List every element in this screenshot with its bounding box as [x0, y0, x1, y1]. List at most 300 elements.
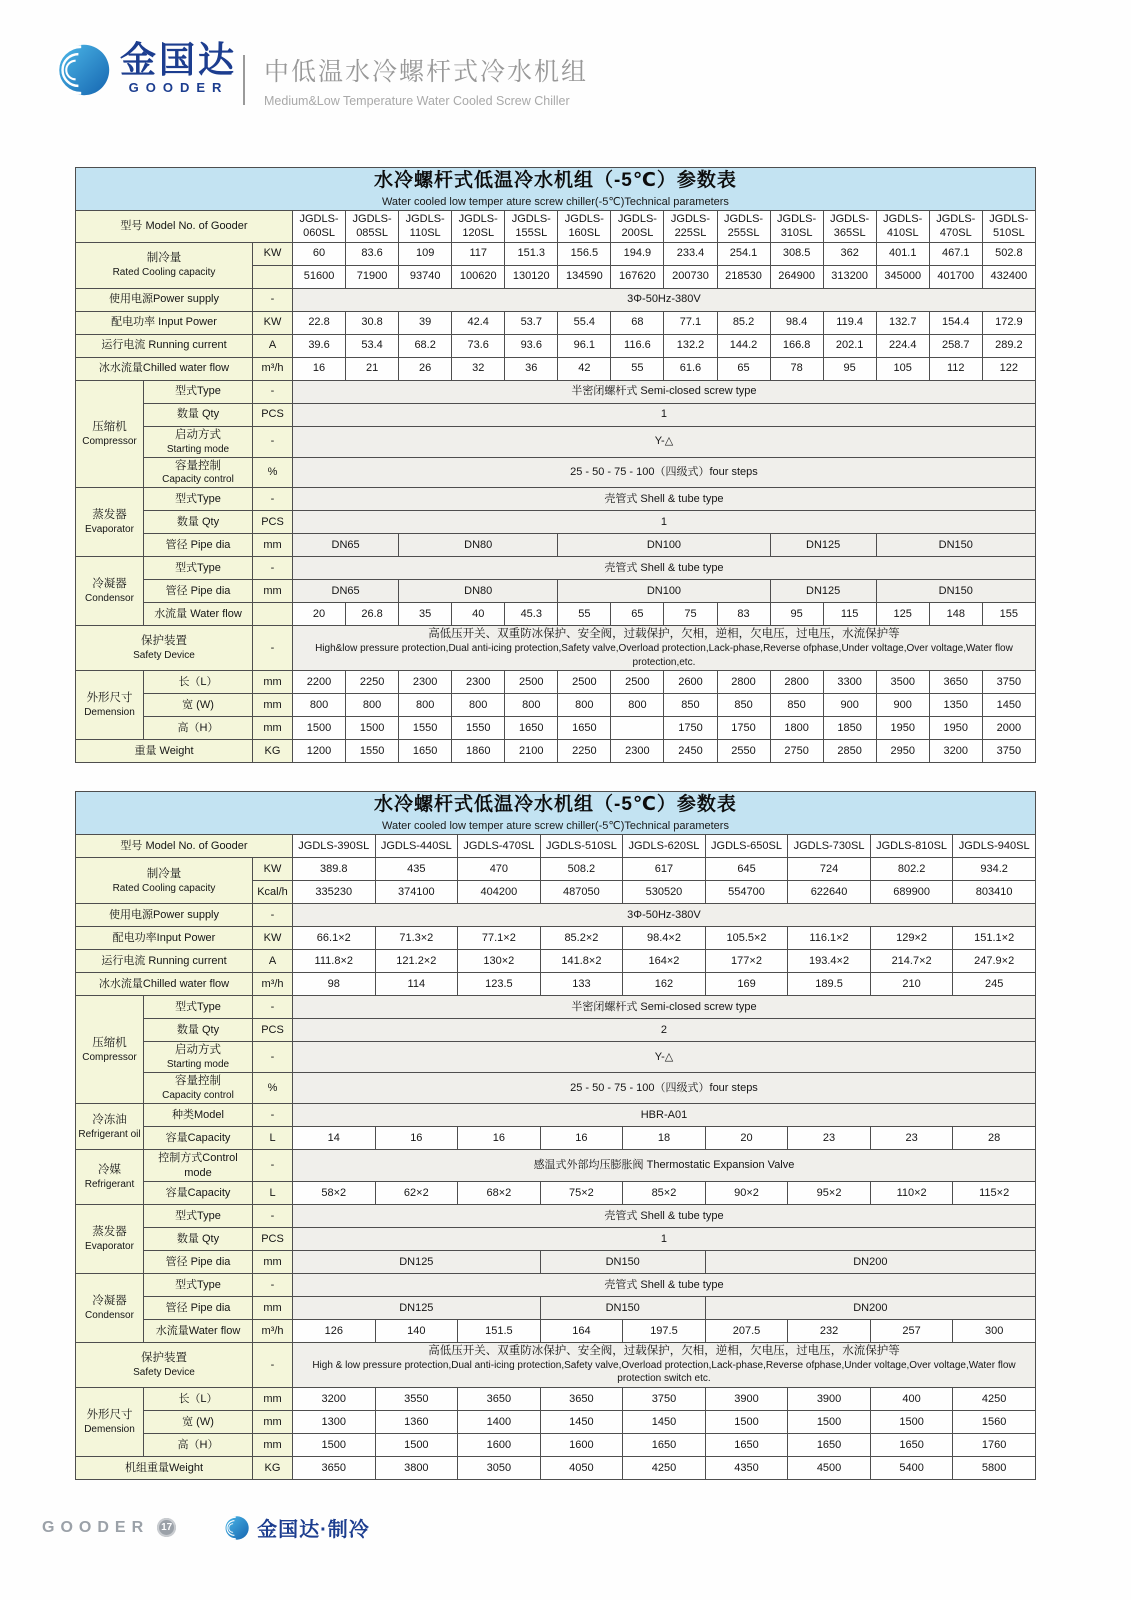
spec-row: [76, 1456, 1036, 1479]
spec-value-cell: 900: [876, 694, 929, 717]
spec-row: [76, 426, 1036, 457]
spec-value-cell: 177×2: [705, 950, 788, 973]
row-label-cell: 高（H）: [144, 1433, 253, 1456]
spec-row: [76, 1342, 1036, 1387]
spec-value-cell: 257: [870, 1319, 953, 1342]
unit-cell: PCS: [253, 1227, 293, 1250]
row-label-cell: 种类Model: [144, 1104, 253, 1127]
row-label-cell: 高（H）: [144, 717, 253, 740]
cell-line-cn: 冷凝器: [92, 1294, 127, 1307]
spec-value-cell: 2550: [717, 740, 770, 763]
spec-row: [76, 1433, 1036, 1456]
spec-row: [76, 973, 1036, 996]
gooder-logo-icon: [56, 42, 112, 98]
spec-value-cell: [293, 1342, 1036, 1387]
spec-value-cell: DN80: [399, 534, 558, 557]
model-header-row: [76, 210, 1036, 242]
unit-cell: m³/h: [253, 1319, 293, 1342]
spec-row: [76, 488, 1036, 511]
spec-row: [76, 403, 1036, 426]
unit-cell: Kcal/h: [253, 881, 293, 904]
unit-cell: KW: [253, 927, 293, 950]
spec-value-cell: 172.9: [982, 311, 1035, 334]
cell-line-en: Starting mode: [166, 1059, 230, 1071]
spec-value-cell: 半密闭螺杆式 Semi-closed screw type: [293, 380, 1036, 403]
spec-value-cell: 214.7×2: [870, 950, 953, 973]
spec-value-cell: 197.5: [623, 1319, 706, 1342]
table-title-row: [76, 168, 1036, 211]
spec-value-cell: 122: [982, 357, 1035, 380]
row-label-cell: [144, 426, 253, 457]
cell-line-cn: 冷凝器: [92, 578, 127, 591]
spec-value-cell: [293, 626, 1036, 671]
spec-value-cell: 75×2: [540, 1181, 623, 1204]
unit-cell: -: [253, 904, 293, 927]
spec-value-cell: 1550: [452, 717, 505, 740]
spec-value-cell: 5400: [870, 1456, 953, 1479]
page-number-badge: 17: [157, 1518, 176, 1537]
cell-line-cn: 启动方式: [175, 1044, 221, 1057]
cell-line-en: Safety Device: [133, 1366, 195, 1378]
spec-value-cell: 934.2: [953, 858, 1036, 881]
cell-line-cn: 制冷量: [146, 252, 182, 265]
page-title-en: Medium&Low Temperature Water Cooled Screw Chiller: [264, 94, 570, 108]
spec-row: [76, 1410, 1036, 1433]
cell-line-en: Evaporator: [85, 1240, 134, 1252]
spec-value-cell: 42: [558, 357, 611, 380]
model-line: 310SL: [780, 227, 813, 240]
spec-value-cell: 132.7: [876, 311, 929, 334]
spec-value-cell: 164×2: [623, 950, 706, 973]
spec-value-cell: 4050: [540, 1456, 623, 1479]
spec-value-cell: 2200: [293, 671, 346, 694]
spec-value-cell: 93740: [399, 265, 452, 288]
spec-row: [76, 334, 1036, 357]
spec-value-cell: DN65: [293, 580, 399, 603]
spec-value-cell: 300: [953, 1319, 1036, 1342]
spec-row: [76, 1204, 1036, 1227]
unit-cell: mm: [253, 671, 293, 694]
spec-row: [76, 858, 1036, 881]
spec-value-cell: 1650: [505, 717, 558, 740]
cell-line-en: Refrigerant oil: [78, 1128, 141, 1140]
spec-value-cell: 1450: [623, 1410, 706, 1433]
model-header-cell: [558, 210, 611, 242]
model-header-cell: [823, 210, 876, 242]
spec-value-cell: 156.5: [558, 242, 611, 265]
spec-value-cell: 壳管式 Shell & tube type: [293, 1273, 1036, 1296]
spec-value-cell: 75: [664, 603, 717, 626]
spec-value-cell: 53.4: [346, 334, 399, 357]
unit-cell: L: [253, 1127, 293, 1150]
cell-line-en: Capacity control: [162, 474, 234, 486]
spec-value-cell: 1750: [717, 717, 770, 740]
spec-value-cell: 125: [876, 603, 929, 626]
unit-cell: -: [253, 488, 293, 511]
model-line: 410SL: [886, 227, 919, 240]
spec-value-cell: 401700: [929, 265, 982, 288]
spec-value-cell: 389.8: [293, 858, 376, 881]
spec-value-cell: 258.7: [929, 334, 982, 357]
page-footer: [42, 1513, 370, 1542]
spec-value-cell: 207.5: [705, 1319, 788, 1342]
spec-value-cell: 169: [705, 973, 788, 996]
spec-value-cell: 3200: [293, 1387, 376, 1410]
group-label-cell: [76, 1387, 144, 1456]
cell-line-en: Capacity control: [162, 1090, 234, 1102]
spec-row: [76, 357, 1036, 380]
row-label-cell: 数量 Qty: [144, 511, 253, 534]
spec-value-cell: 20: [705, 1127, 788, 1150]
unit-cell: -: [253, 1204, 293, 1227]
spec-value-cell: 4500: [788, 1456, 871, 1479]
model-header-cell: [664, 210, 717, 242]
spec-value-cell: 16: [375, 1127, 458, 1150]
spec-value-cell: DN80: [399, 580, 558, 603]
unit-cell: mm: [253, 694, 293, 717]
spec-value-cell: DN100: [558, 534, 770, 557]
unit-cell: -: [253, 1104, 293, 1127]
spec-value-cell: 1860: [452, 740, 505, 763]
spec-value-cell: 689900: [870, 881, 953, 904]
unit-cell: -: [253, 288, 293, 311]
spec-row: [76, 1042, 1036, 1073]
model-header-cell: [982, 210, 1035, 242]
spec-value-cell: 194.9: [611, 242, 664, 265]
spec-value-cell: DN125: [293, 1250, 541, 1273]
spec-value-cell: 1450: [540, 1410, 623, 1433]
spec-row: [76, 380, 1036, 403]
model-header-cell: JGDLS-510SL: [540, 835, 623, 858]
unit-cell: mm: [253, 1433, 293, 1456]
spec-value-cell: 32: [452, 357, 505, 380]
spec-row: [76, 1150, 1036, 1182]
table-title-en: Water cooled low temper ature screw chiller(-5℃)Technical parameters: [381, 195, 729, 208]
unit-cell: KW: [253, 311, 293, 334]
spec-value-cell: 1360: [375, 1410, 458, 1433]
spec-value-cell: 100620: [452, 265, 505, 288]
unit-cell: A: [253, 950, 293, 973]
spec-value-cell: 壳管式 Shell & tube type: [293, 488, 1036, 511]
spec-value-cell: 78: [770, 357, 823, 380]
spec-value-cell: 400: [870, 1387, 953, 1410]
spec-value-cell: 2800: [770, 671, 823, 694]
row-label-cell: 使用电源Power supply: [76, 288, 253, 311]
unit-cell: -: [253, 426, 293, 457]
spec-value-cell: 308.5: [770, 242, 823, 265]
unit-cell: -: [253, 1042, 293, 1073]
spec-value-cell: 530520: [623, 881, 706, 904]
group-label-cell: [76, 1204, 144, 1273]
cell-line-en: Evaporator: [85, 524, 134, 536]
spec-value-cell: 900: [823, 694, 876, 717]
spec-value-cell: DN125: [770, 534, 876, 557]
row-label-cell: [144, 457, 253, 488]
spec-value-cell: 2250: [346, 671, 399, 694]
spec-value-cell: 26: [399, 357, 452, 380]
spec-row: [76, 511, 1036, 534]
table-low-temp-chiller-single: [75, 167, 1036, 763]
unit-cell: A: [253, 334, 293, 357]
table-title: [76, 792, 1036, 835]
model-header-cell: [452, 210, 505, 242]
model-line: 225SL: [674, 227, 707, 240]
row-label-cell: [144, 1042, 253, 1073]
model-header-cell: JGDLS-470SL: [458, 835, 541, 858]
unit-cell: mm: [253, 1250, 293, 1273]
spec-value-cell: 345000: [876, 265, 929, 288]
spec-value-cell: 1950: [929, 717, 982, 740]
spec-value-cell: 壳管式 Shell & tube type: [293, 1204, 1036, 1227]
cell-line-en: Condensor: [85, 1309, 134, 1321]
unit-cell: %: [253, 1073, 293, 1104]
spec-value-cell: 800: [399, 694, 452, 717]
spec-value-cell: 800: [558, 694, 611, 717]
spec-value-cell: 51600: [293, 265, 346, 288]
model-label-cell: 型号 Model No. of Gooder: [76, 835, 293, 858]
spec-value-cell: 111.8×2: [293, 950, 376, 973]
spec-value-cell: 83.6: [346, 242, 399, 265]
spec-value-cell: 109: [399, 242, 452, 265]
spec-value-cell: 45.3: [505, 603, 558, 626]
spec-value-cell: 4250: [953, 1387, 1036, 1410]
spec-value-cell: 467.1: [929, 242, 982, 265]
footer-logo-icon: [224, 1515, 250, 1541]
spec-row: [76, 603, 1036, 626]
spec-value-cell: 1800: [770, 717, 823, 740]
row-label-cell: 管径 Pipe dia: [144, 1296, 253, 1319]
model-line: JGDLS-: [511, 212, 551, 225]
spec-row: [76, 717, 1036, 740]
spec-value-cell: 435: [375, 858, 458, 881]
unit-cell: KW: [253, 242, 293, 265]
group-label-cell: [76, 1104, 144, 1150]
spec-row: [76, 1019, 1036, 1042]
cell-line-cn: 高低压开关、双重防冰保护、安全阀，过载保护，欠相，逆相，欠电压，过电压，水流保护等: [428, 628, 900, 641]
spec-value-cell: 65: [611, 603, 664, 626]
spec-value-cell: 62×2: [375, 1181, 458, 1204]
spec-value-cell: 3750: [623, 1387, 706, 1410]
spec-value-cell: 218530: [717, 265, 770, 288]
row-label-cell: 数量 Qty: [144, 403, 253, 426]
table-title-en: Water cooled low temper ature screw chiller(-5℃)Technical parameters: [381, 820, 729, 833]
model-line: JGDLS-: [299, 212, 339, 225]
cell-line-en: Starting mode: [166, 443, 230, 455]
spec-row: [76, 671, 1036, 694]
spec-value-cell: DN125: [293, 1296, 541, 1319]
spec-value-cell: 98.4: [770, 311, 823, 334]
spec-value-cell: 130×2: [458, 950, 541, 973]
table-title-row: [76, 792, 1036, 835]
row-label-cell: 管径 Pipe dia: [144, 580, 253, 603]
model-line: 200SL: [621, 227, 654, 240]
spec-value-cell: 508.2: [540, 858, 623, 881]
spec-value-cell: 850: [770, 694, 823, 717]
model-header-cell: [929, 210, 982, 242]
spec-value-cell: 18: [623, 1127, 706, 1150]
cell-line-cn: 外形尺寸: [86, 1408, 133, 1421]
row-label-cell: 水流量Water flow: [144, 1319, 253, 1342]
spec-value-cell: 53.7: [505, 311, 558, 334]
spec-value-cell: 1: [293, 1227, 1036, 1250]
spec-value-cell: 2300: [452, 671, 505, 694]
spec-value-cell: 16: [540, 1127, 623, 1150]
spec-value-cell: 1500: [788, 1410, 871, 1433]
spec-value-cell: 20: [293, 603, 346, 626]
spec-row: [76, 288, 1036, 311]
spec-value-cell: 93.6: [505, 334, 558, 357]
row-label-cell: 冰水流量Chilled water flow: [76, 973, 253, 996]
spec-value-cell: 35: [399, 603, 452, 626]
spec-value-cell: 95: [823, 357, 876, 380]
unit-cell: mm: [253, 1296, 293, 1319]
spec-value-cell: 3650: [929, 671, 982, 694]
row-label-cell: 型式Type: [144, 488, 253, 511]
spec-value-cell: 1500: [705, 1410, 788, 1433]
spec-value-cell: 245: [953, 973, 1036, 996]
row-label-cell: 型式Type: [144, 1204, 253, 1227]
spec-value-cell: 3300: [823, 671, 876, 694]
cell-line-cn: 容量控制: [175, 459, 221, 472]
group-label-cell: [76, 380, 144, 488]
group-label-cell: [76, 671, 144, 740]
unit-cell: L: [253, 1181, 293, 1204]
cell-line-cn: 启动方式: [175, 428, 221, 441]
spec-value-cell: 1450: [982, 694, 1035, 717]
spec-value-cell: 800: [611, 694, 664, 717]
model-line: JGDLS-: [883, 212, 923, 225]
unit-cell: KW: [253, 858, 293, 881]
spec-value-cell: 115: [823, 603, 876, 626]
model-line: JGDLS-: [405, 212, 445, 225]
model-line: JGDLS-: [617, 212, 657, 225]
model-line: JGDLS-: [777, 212, 817, 225]
spec-value-cell: 3900: [705, 1387, 788, 1410]
row-label-cell: [76, 1342, 253, 1387]
spec-row: [76, 242, 1036, 265]
spec-value-cell: 39: [399, 311, 452, 334]
unit-cell: mm: [253, 580, 293, 603]
cell-line-cn: 保护装置: [141, 1351, 187, 1364]
cell-line-en: Rated Cooling capacity: [112, 267, 216, 279]
row-label-cell: 机组重量Weight: [76, 1456, 253, 1479]
unit-cell: -: [253, 1150, 293, 1182]
unit-cell: m³/h: [253, 973, 293, 996]
logo-text: [120, 39, 238, 95]
spec-value-cell: 254.1: [717, 242, 770, 265]
table-low-temp-chiller-dual: [75, 791, 1036, 1479]
spec-value-cell: 362: [823, 242, 876, 265]
unit-cell: -: [253, 1273, 293, 1296]
model-header-cell: [770, 210, 823, 242]
row-label-cell: [144, 1073, 253, 1104]
spec-value-cell: 502.8: [982, 242, 1035, 265]
cell-line-cn: 蒸发器: [92, 509, 127, 522]
spec-value-cell: 1500: [293, 1433, 376, 1456]
model-header-cell: [293, 210, 346, 242]
row-label-cell: 型式Type: [144, 996, 253, 1019]
spec-value-cell: 23: [788, 1127, 871, 1150]
model-line: 155SL: [515, 227, 548, 240]
spec-value-cell: 105: [876, 357, 929, 380]
spec-value-cell: 90×2: [705, 1181, 788, 1204]
spec-value-cell: 193.4×2: [788, 950, 871, 973]
row-label-cell: 长（L）: [144, 671, 253, 694]
spec-value-cell: DN65: [293, 534, 399, 557]
row-label-cell: 运行电流 Running current: [76, 334, 253, 357]
spec-value-cell: 71.3×2: [375, 927, 458, 950]
cell-line-cn: 压缩机: [92, 421, 127, 434]
spec-value-cell: 14: [293, 1127, 376, 1150]
spec-value-cell: 232: [788, 1319, 871, 1342]
spec-value-cell: 60: [293, 242, 346, 265]
spec-value-cell: 622640: [788, 881, 871, 904]
model-line: JGDLS-: [723, 212, 764, 225]
spec-value-cell: 77.1×2: [458, 927, 541, 950]
spec-value-cell: 3500: [876, 671, 929, 694]
row-label-cell: 型式Type: [144, 557, 253, 580]
spec-value-cell: 98: [293, 973, 376, 996]
cell-line-en: Condensor: [85, 593, 134, 605]
spec-value-cell: DN150: [540, 1250, 705, 1273]
spec-row: [76, 740, 1036, 763]
spec-value-cell: 133: [540, 973, 623, 996]
cell-line-en: Demension: [84, 707, 135, 719]
spec-value-cell: 116.1×2: [788, 927, 871, 950]
group-label-cell: [76, 1273, 144, 1342]
spec-value-cell: 289.2: [982, 334, 1035, 357]
spec-value-cell: 71900: [346, 265, 399, 288]
spec-row: [76, 1319, 1036, 1342]
model-line: 120SL: [462, 227, 495, 240]
spec-row: [76, 1073, 1036, 1104]
spec-row: [76, 1127, 1036, 1150]
model-header-cell: [346, 210, 399, 242]
spec-value-cell: 95: [770, 603, 823, 626]
row-label-cell: 容量Capacity: [144, 1181, 253, 1204]
spec-value-cell: 1200: [293, 740, 346, 763]
spec-value-cell: 2850: [823, 740, 876, 763]
spec-value-cell: 2100: [505, 740, 558, 763]
spec-value-cell: 140: [375, 1319, 458, 1342]
unit-cell: mm: [253, 1410, 293, 1433]
spec-value-cell: 28: [953, 1127, 1036, 1150]
model-line: JGDLS-: [458, 212, 498, 225]
model-header-cell: JGDLS-730SL: [788, 835, 871, 858]
spec-value-cell: 55.4: [558, 311, 611, 334]
model-line: JGDLS-: [989, 212, 1029, 225]
table-title: [76, 168, 1036, 211]
spec-value-cell: 335230: [293, 881, 376, 904]
spec-value-cell: 2500: [611, 671, 664, 694]
spec-value-cell: DN200: [705, 1250, 1035, 1273]
spec-value-cell: 134590: [558, 265, 611, 288]
spec-value-cell: 2250: [558, 740, 611, 763]
unit-cell: -: [253, 1342, 293, 1387]
spec-row: [76, 694, 1036, 717]
model-line: 510SL: [992, 227, 1025, 240]
spec-value-cell: 645: [705, 858, 788, 881]
spec-value-cell: 55: [611, 357, 664, 380]
model-line: 470SL: [939, 227, 972, 240]
spec-value-cell: 487050: [540, 881, 623, 904]
spec-value-cell: 68: [611, 311, 664, 334]
spec-value-cell: 3050: [458, 1456, 541, 1479]
spec-value-cell: 1400: [458, 1410, 541, 1433]
spec-row: [76, 1273, 1036, 1296]
spec-row: [76, 927, 1036, 950]
spec-row: [76, 580, 1036, 603]
